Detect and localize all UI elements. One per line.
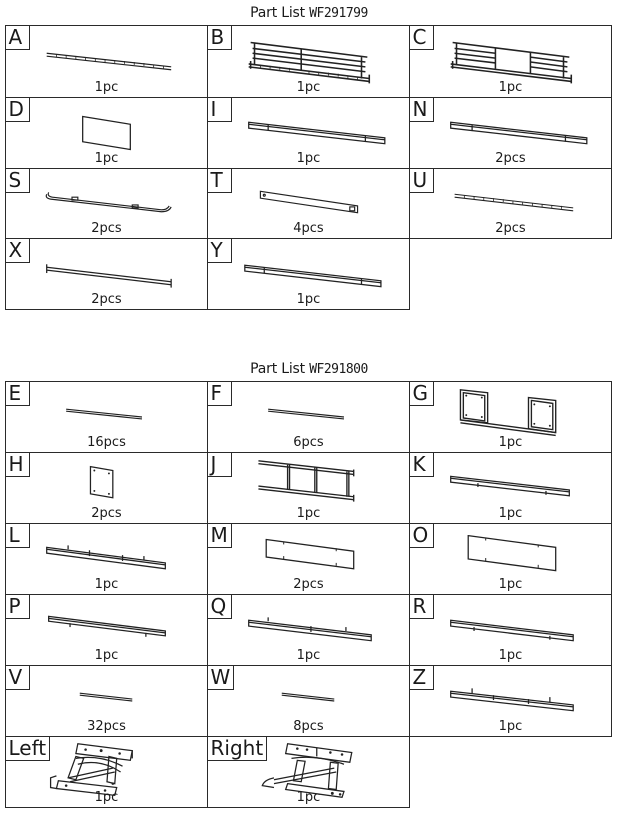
- part-quantity: 1pc: [296, 151, 321, 166]
- part-quantity: 1pc: [94, 80, 119, 95]
- part-cell-left-mechanism: [5, 736, 208, 808]
- part-cell-V: [5, 665, 208, 737]
- part-list-title-2: [0, 361, 618, 377]
- part-quantity: 2pcs: [293, 577, 324, 592]
- part-quantity: 1pc: [296, 506, 321, 521]
- part-cell-W: [207, 665, 410, 737]
- part-cell-right-mechanism: [207, 736, 410, 808]
- part-cell-E: [5, 381, 208, 453]
- part-quantity: 2pcs: [91, 221, 122, 236]
- title-prefix: Part List: [250, 5, 305, 21]
- part-letter: U: [409, 168, 434, 193]
- part-cell-P: [5, 594, 208, 666]
- part-letter: L: [5, 523, 30, 548]
- part-cell-G: [409, 381, 612, 453]
- part-letter: N: [409, 97, 434, 122]
- part-quantity: 1pc: [94, 648, 119, 663]
- part-letter: E: [5, 381, 30, 406]
- part-letter: W: [207, 665, 235, 690]
- part-quantity: 2pcs: [91, 292, 122, 307]
- model-code: WF291800: [309, 362, 368, 377]
- part-letter: Z: [409, 665, 434, 690]
- part-cell-Y: [207, 238, 410, 310]
- part-quantity: 2pcs: [495, 221, 526, 236]
- part-cell-U: [409, 168, 612, 239]
- part-letter: T: [207, 168, 232, 193]
- part-cell-N: [409, 97, 612, 169]
- part-quantity: 1pc: [498, 80, 523, 95]
- part-letter: X: [5, 238, 30, 263]
- part-quantity: 6pcs: [293, 435, 324, 450]
- part-cell-D: [5, 97, 208, 169]
- part-letter: V: [5, 665, 30, 690]
- part-quantity: 16pcs: [87, 435, 126, 450]
- part-cell-K: [409, 452, 612, 524]
- part-cell-R: [409, 594, 612, 666]
- part-letter: Q: [207, 594, 232, 619]
- part-cell-J: [207, 452, 410, 524]
- model-code: WF291799: [309, 6, 368, 21]
- title-prefix: Part List: [250, 361, 305, 377]
- part-letter: Left: [5, 736, 51, 761]
- part-letter: C: [409, 25, 434, 50]
- part-cell-S: [5, 168, 208, 239]
- part-quantity: 1pc: [296, 648, 321, 663]
- part-cell-L: [5, 523, 208, 595]
- part-letter: R: [409, 594, 434, 619]
- part-letter: F: [207, 381, 232, 406]
- part-quantity: 1pc: [94, 790, 119, 805]
- part-quantity: 1pc: [498, 435, 523, 450]
- part-letter: P: [5, 594, 30, 619]
- part-quantity: 2pcs: [91, 506, 122, 521]
- part-letter: G: [409, 381, 434, 406]
- part-quantity: 1pc: [296, 292, 321, 307]
- part-letter: A: [5, 25, 30, 50]
- part-letter: K: [409, 452, 434, 477]
- part-quantity: 1pc: [498, 648, 523, 663]
- part-cell-T: [207, 168, 410, 239]
- part-cell-X: [5, 238, 208, 310]
- part-letter: Y: [207, 238, 232, 263]
- part-list-title-1: [0, 5, 618, 21]
- part-cell-F: [207, 381, 410, 453]
- part-cell-C: [409, 25, 612, 98]
- part-letter: S: [5, 168, 30, 193]
- part-letter: B: [207, 25, 232, 50]
- part-cell-H: [5, 452, 208, 524]
- part-quantity: 2pcs: [495, 151, 526, 166]
- part-letter: O: [409, 523, 434, 548]
- part-letter: H: [5, 452, 30, 477]
- part-cell-Q: [207, 594, 410, 666]
- part-cell-O: [409, 523, 612, 595]
- part-quantity: 1pc: [498, 577, 523, 592]
- part-letter: M: [207, 523, 232, 548]
- part-quantity: 1pc: [94, 151, 119, 166]
- part-letter: I: [207, 97, 232, 122]
- part-letter: J: [207, 452, 232, 477]
- part-letter: Right: [207, 736, 268, 761]
- part-quantity: 1pc: [498, 719, 523, 734]
- part-cell-B: [207, 25, 410, 98]
- part-quantity: 1pc: [296, 790, 321, 805]
- part-quantity: 8pcs: [293, 719, 324, 734]
- part-quantity: 4pcs: [293, 221, 324, 236]
- part-cell-Z: [409, 665, 612, 737]
- part-letter: D: [5, 97, 30, 122]
- part-cell-M: [207, 523, 410, 595]
- part-cell-I: [207, 97, 410, 169]
- part-cell-A: [5, 25, 208, 98]
- part-quantity: 1pc: [498, 506, 523, 521]
- part-quantity: 1pc: [296, 80, 321, 95]
- part-quantity: 1pc: [94, 577, 119, 592]
- part-quantity: 32pcs: [87, 719, 126, 734]
